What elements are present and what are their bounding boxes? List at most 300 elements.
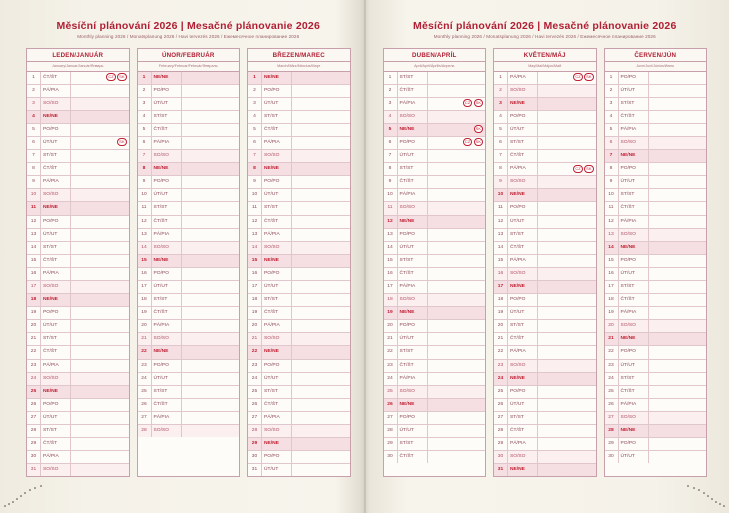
- day-note-field[interactable]: [649, 294, 707, 306]
- day-note-field[interactable]: [182, 242, 240, 254]
- day-name: ST/ST: [398, 72, 428, 84]
- day-note-field[interactable]: [428, 438, 486, 450]
- day-name: ST/ST: [508, 137, 538, 149]
- day-note-field[interactable]: [538, 242, 596, 254]
- day-note-field[interactable]: [428, 346, 486, 358]
- day-note-field[interactable]: [538, 346, 596, 358]
- day-note-field[interactable]: [71, 242, 129, 254]
- day-row: [384, 242, 486, 255]
- day-number: 23: [494, 360, 508, 372]
- day-note-field[interactable]: [538, 438, 596, 450]
- day-name: ČT/ŠT: [398, 360, 428, 372]
- day-row: [494, 412, 596, 425]
- day-note-field[interactable]: [182, 307, 240, 319]
- day-note-field[interactable]: [428, 281, 486, 293]
- day-note-field[interactable]: [649, 229, 707, 241]
- day-note-field[interactable]: [182, 98, 240, 110]
- day-note-field[interactable]: [538, 320, 596, 332]
- day-note-field[interactable]: [649, 85, 707, 97]
- day-note-field[interactable]: [71, 229, 129, 241]
- day-note-field[interactable]: [292, 202, 350, 214]
- month-name: ÚNOR/FEBRUÁR: [138, 49, 240, 62]
- day-name: PO/PO: [262, 360, 292, 372]
- day-note-field[interactable]: [292, 72, 350, 84]
- day-name: ČT/ŠT: [619, 386, 649, 398]
- day-name: NE/NE: [262, 438, 292, 450]
- day-note-field[interactable]: [71, 373, 129, 385]
- day-note-field[interactable]: [428, 307, 486, 319]
- day-row: [27, 176, 129, 189]
- day-note-field[interactable]: [292, 242, 350, 254]
- day-row: [27, 307, 129, 320]
- month-name-translations: February/Februar/Február/Февраль: [138, 62, 240, 72]
- day-note-field[interactable]: [428, 202, 486, 214]
- day-row: [605, 451, 707, 463]
- day-note-field[interactable]: [71, 255, 129, 267]
- day-name: PÁ/PIA: [508, 255, 538, 267]
- day-note-field[interactable]: [292, 189, 350, 201]
- day-row: [138, 307, 240, 320]
- day-row: [248, 72, 350, 85]
- day-note-field[interactable]: [292, 346, 350, 358]
- day-note-field[interactable]: [538, 163, 596, 175]
- day-row: [248, 438, 350, 451]
- day-note-field[interactable]: [428, 451, 486, 463]
- day-row: [605, 202, 707, 215]
- day-note-field[interactable]: [538, 464, 596, 476]
- day-row: [605, 294, 707, 307]
- day-number: 8: [605, 163, 619, 175]
- day-note-field[interactable]: [182, 255, 240, 267]
- day-row: [384, 412, 486, 425]
- day-row: [494, 189, 596, 202]
- day-note-field[interactable]: [538, 307, 596, 319]
- day-number: 23: [138, 360, 152, 372]
- day-note-field[interactable]: [538, 399, 596, 411]
- day-note-field[interactable]: [182, 346, 240, 358]
- day-note-field[interactable]: [292, 320, 350, 332]
- holiday-marks: [463, 138, 483, 146]
- day-number: 30: [605, 451, 619, 463]
- day-note-field[interactable]: [71, 216, 129, 228]
- day-row: [384, 451, 486, 463]
- day-note-field[interactable]: [428, 333, 486, 345]
- day-note-field[interactable]: [71, 294, 129, 306]
- day-note-field[interactable]: [538, 229, 596, 241]
- holiday-marks: [463, 99, 483, 107]
- day-name: PO/PO: [398, 229, 428, 241]
- day-row: [494, 255, 596, 268]
- day-row: [27, 399, 129, 412]
- day-note-field[interactable]: [292, 360, 350, 372]
- day-row: [248, 150, 350, 163]
- day-note-field[interactable]: [182, 72, 240, 84]
- day-note-field[interactable]: [428, 150, 486, 162]
- day-note-field[interactable]: [538, 255, 596, 267]
- day-note-field[interactable]: [649, 346, 707, 358]
- day-name: SO/SO: [398, 294, 428, 306]
- day-note-field[interactable]: [649, 255, 707, 267]
- day-number: 17: [605, 281, 619, 293]
- day-note-field[interactable]: [538, 268, 596, 280]
- day-note-field[interactable]: [71, 163, 129, 175]
- day-note-field[interactable]: [538, 360, 596, 372]
- day-note-field[interactable]: [71, 202, 129, 214]
- day-note-field[interactable]: [428, 425, 486, 437]
- day-number: 17: [384, 281, 398, 293]
- day-row: [138, 320, 240, 333]
- day-name: PÁ/PIA: [41, 85, 71, 97]
- day-note-field[interactable]: [182, 150, 240, 162]
- day-note-field[interactable]: [182, 412, 240, 424]
- day-note-field[interactable]: [182, 425, 240, 437]
- day-note-field[interactable]: [649, 412, 707, 424]
- day-name: PO/PO: [41, 399, 71, 411]
- day-note-field[interactable]: [292, 294, 350, 306]
- day-number: 26: [27, 399, 41, 411]
- day-name: ST/ST: [619, 373, 649, 385]
- page-title-left: Měsíční plánování 2026 | Mesačné plánovanie 2026: [56, 20, 320, 32]
- day-row: [138, 72, 240, 85]
- day-note-field[interactable]: [182, 202, 240, 214]
- day-note-field[interactable]: [538, 124, 596, 136]
- day-name: PO/PO: [262, 451, 292, 463]
- day-name: ČT/ŠT: [152, 399, 182, 411]
- day-note-field[interactable]: [182, 333, 240, 345]
- day-note-field[interactable]: [292, 438, 350, 450]
- day-number: 4: [248, 111, 262, 123]
- day-note-field[interactable]: [292, 85, 350, 97]
- day-note-field[interactable]: [292, 281, 350, 293]
- day-note-field[interactable]: [71, 176, 129, 188]
- day-number: 14: [27, 242, 41, 254]
- day-row: [494, 399, 596, 412]
- day-row: [248, 202, 350, 215]
- day-note-field[interactable]: [71, 451, 129, 463]
- day-row: [384, 137, 486, 150]
- day-number: 2: [605, 85, 619, 97]
- day-name: ÚT/UT: [619, 268, 649, 280]
- holiday-badge-cz-icon: CZ: [575, 74, 581, 79]
- day-note-field[interactable]: [182, 399, 240, 411]
- day-number: 9: [248, 176, 262, 188]
- day-note-field[interactable]: [182, 229, 240, 241]
- day-note-field[interactable]: [649, 216, 707, 228]
- day-note-field[interactable]: [292, 451, 350, 463]
- day-row: [27, 124, 129, 137]
- day-note-field[interactable]: [71, 281, 129, 293]
- day-note-field[interactable]: [538, 294, 596, 306]
- day-note-field[interactable]: [428, 229, 486, 241]
- day-note-field[interactable]: [182, 294, 240, 306]
- day-number: 8: [27, 163, 41, 175]
- day-note-field[interactable]: [428, 399, 486, 411]
- day-number: 18: [138, 294, 152, 306]
- day-row: [138, 360, 240, 373]
- day-note-field[interactable]: [182, 189, 240, 201]
- day-note-field[interactable]: [428, 268, 486, 280]
- day-row: [138, 111, 240, 124]
- day-note-field[interactable]: [71, 124, 129, 136]
- day-number: 20: [605, 320, 619, 332]
- day-note-field[interactable]: [538, 425, 596, 437]
- day-number: 1: [494, 72, 508, 84]
- day-note-field[interactable]: [428, 137, 486, 149]
- day-note-field[interactable]: [538, 189, 596, 201]
- holiday-badge-cz-icon: CZ: [464, 139, 471, 145]
- day-note-field[interactable]: [428, 360, 486, 372]
- day-note-field[interactable]: [182, 124, 240, 136]
- day-note-field[interactable]: [182, 163, 240, 175]
- day-note-field[interactable]: [292, 255, 350, 267]
- day-note-field[interactable]: [428, 255, 486, 267]
- day-note-field[interactable]: [428, 124, 486, 136]
- day-note-field[interactable]: [538, 176, 596, 188]
- day-note-field[interactable]: [649, 124, 707, 136]
- day-number: 27: [248, 412, 262, 424]
- day-note-field[interactable]: [182, 320, 240, 332]
- day-note-field[interactable]: [649, 320, 707, 332]
- day-name: ST/ST: [152, 386, 182, 398]
- day-note-field[interactable]: [538, 72, 596, 84]
- day-number: 15: [248, 255, 262, 267]
- day-note-field[interactable]: [71, 360, 129, 372]
- day-rows: [494, 72, 596, 477]
- day-name: SO/SO: [398, 111, 428, 123]
- day-row: [384, 425, 486, 438]
- day-note-field[interactable]: [292, 373, 350, 385]
- day-note-field[interactable]: [428, 412, 486, 424]
- day-note-field[interactable]: [71, 464, 129, 476]
- day-name: NE/NE: [41, 202, 71, 214]
- day-note-field[interactable]: [292, 98, 350, 110]
- day-note-field[interactable]: [649, 72, 707, 84]
- day-note-field[interactable]: [649, 425, 707, 437]
- day-number: 27: [384, 412, 398, 424]
- day-row: [27, 216, 129, 229]
- day-note-field[interactable]: [538, 386, 596, 398]
- day-note-field[interactable]: [292, 333, 350, 345]
- day-note-field[interactable]: [649, 242, 707, 254]
- day-note-field[interactable]: [649, 333, 707, 345]
- day-note-field[interactable]: [538, 202, 596, 214]
- day-name: ST/ST: [152, 111, 182, 123]
- month-block: [383, 48, 487, 477]
- day-name: ČT/ŠT: [41, 438, 71, 450]
- day-row: [138, 85, 240, 98]
- day-note-field[interactable]: [538, 333, 596, 345]
- day-note-field[interactable]: [649, 98, 707, 110]
- day-number: 12: [494, 216, 508, 228]
- day-note-field[interactable]: [71, 72, 129, 84]
- day-number: 25: [138, 386, 152, 398]
- day-row: [494, 150, 596, 163]
- day-note-field[interactable]: [292, 307, 350, 319]
- day-note-field[interactable]: [538, 216, 596, 228]
- day-row: [605, 281, 707, 294]
- day-name: ST/ST: [398, 346, 428, 358]
- day-note-field[interactable]: [428, 85, 486, 97]
- day-note-field[interactable]: [538, 281, 596, 293]
- day-note-field[interactable]: [649, 137, 707, 149]
- day-note-field[interactable]: [71, 268, 129, 280]
- day-row: [384, 189, 486, 202]
- day-note-field[interactable]: [292, 425, 350, 437]
- day-note-field[interactable]: [292, 111, 350, 123]
- day-note-field[interactable]: [649, 360, 707, 372]
- day-number: 15: [605, 255, 619, 267]
- day-row: [138, 202, 240, 215]
- day-number: 16: [138, 268, 152, 280]
- day-note-field[interactable]: [649, 386, 707, 398]
- day-note-field[interactable]: [428, 294, 486, 306]
- day-row: [605, 98, 707, 111]
- day-row: [384, 346, 486, 359]
- day-name: SO/SO: [41, 464, 71, 476]
- day-name: PÁ/PIA: [262, 137, 292, 149]
- day-note-field[interactable]: [428, 216, 486, 228]
- day-note-field[interactable]: [538, 111, 596, 123]
- day-note-field[interactable]: [292, 163, 350, 175]
- day-note-field[interactable]: [292, 124, 350, 136]
- day-note-field[interactable]: [182, 216, 240, 228]
- day-name: ÚT/UT: [152, 189, 182, 201]
- day-note-field[interactable]: [182, 176, 240, 188]
- day-note-field[interactable]: [649, 373, 707, 385]
- day-row: [27, 333, 129, 346]
- day-note-field[interactable]: [71, 98, 129, 110]
- day-note-field[interactable]: [649, 189, 707, 201]
- day-note-field[interactable]: [71, 425, 129, 437]
- day-note-field[interactable]: [71, 189, 129, 201]
- day-note-field[interactable]: [649, 163, 707, 175]
- day-note-field[interactable]: [292, 150, 350, 162]
- day-name: NE/NE: [41, 294, 71, 306]
- day-note-field[interactable]: [182, 386, 240, 398]
- day-note-field[interactable]: [182, 360, 240, 372]
- day-note-field[interactable]: [71, 307, 129, 319]
- day-note-field[interactable]: [71, 438, 129, 450]
- day-row: [27, 72, 129, 85]
- day-note-field[interactable]: [649, 268, 707, 280]
- day-number: 5: [605, 124, 619, 136]
- day-note-field[interactable]: [292, 268, 350, 280]
- day-row: [248, 137, 350, 150]
- day-name: ÚT/UT: [619, 360, 649, 372]
- day-name: ÚT/UT: [41, 137, 71, 149]
- day-note-field[interactable]: [292, 399, 350, 411]
- day-note-field[interactable]: [71, 333, 129, 345]
- day-note-field[interactable]: [428, 320, 486, 332]
- day-name: NE/NE: [508, 189, 538, 201]
- day-number: 2: [494, 85, 508, 97]
- day-note-field[interactable]: [71, 346, 129, 358]
- day-rows: [605, 72, 707, 464]
- day-note-field[interactable]: [649, 399, 707, 411]
- day-note-field[interactable]: [292, 386, 350, 398]
- day-note-field[interactable]: [428, 176, 486, 188]
- day-note-field[interactable]: [538, 373, 596, 385]
- day-number: 3: [248, 98, 262, 110]
- day-note-field[interactable]: [649, 176, 707, 188]
- day-note-field[interactable]: [71, 150, 129, 162]
- day-row: [494, 320, 596, 333]
- day-note-field[interactable]: [649, 111, 707, 123]
- day-note-field[interactable]: [428, 386, 486, 398]
- day-note-field[interactable]: [428, 373, 486, 385]
- day-note-field[interactable]: [182, 268, 240, 280]
- day-note-field[interactable]: [649, 150, 707, 162]
- day-note-field[interactable]: [428, 242, 486, 254]
- day-note-field[interactable]: [428, 111, 486, 123]
- day-number: 11: [384, 202, 398, 214]
- day-number: 4: [138, 111, 152, 123]
- day-note-field[interactable]: [538, 137, 596, 149]
- day-note-field[interactable]: [71, 386, 129, 398]
- day-note-field[interactable]: [292, 216, 350, 228]
- day-number: 14: [494, 242, 508, 254]
- day-note-field[interactable]: [71, 399, 129, 411]
- day-number: 19: [27, 307, 41, 319]
- day-note-field[interactable]: [538, 412, 596, 424]
- day-note-field[interactable]: [182, 281, 240, 293]
- day-note-field[interactable]: [292, 229, 350, 241]
- day-name: ÚT/UT: [508, 124, 538, 136]
- day-note-field[interactable]: [182, 85, 240, 97]
- day-note-field[interactable]: [182, 111, 240, 123]
- day-note-field[interactable]: [428, 163, 486, 175]
- day-note-field[interactable]: [292, 464, 350, 476]
- day-note-field[interactable]: [538, 98, 596, 110]
- day-note-field[interactable]: [649, 307, 707, 319]
- day-row: [138, 255, 240, 268]
- day-note-field[interactable]: [182, 137, 240, 149]
- day-note-field[interactable]: [71, 85, 129, 97]
- day-note-field[interactable]: [71, 137, 129, 149]
- day-name: PÁ/PIA: [619, 307, 649, 319]
- day-name: ÚT/UT: [41, 320, 71, 332]
- day-note-field[interactable]: [292, 412, 350, 424]
- day-number: 29: [248, 438, 262, 450]
- day-note-field[interactable]: [71, 111, 129, 123]
- day-note-field[interactable]: [292, 176, 350, 188]
- day-number: 16: [27, 268, 41, 280]
- day-row: [27, 386, 129, 399]
- day-number: 8: [384, 163, 398, 175]
- day-number: 13: [138, 229, 152, 241]
- day-note-field[interactable]: [649, 438, 707, 450]
- day-note-field[interactable]: [71, 320, 129, 332]
- day-note-field[interactable]: [182, 373, 240, 385]
- day-note-field[interactable]: [428, 189, 486, 201]
- day-name: ST/ST: [619, 189, 649, 201]
- day-note-field[interactable]: [649, 281, 707, 293]
- day-note-field[interactable]: [538, 451, 596, 463]
- day-number: 15: [384, 255, 398, 267]
- day-note-field[interactable]: [428, 98, 486, 110]
- day-note-field[interactable]: [292, 137, 350, 149]
- day-name: ČT/ŠT: [398, 176, 428, 188]
- day-number: 25: [248, 386, 262, 398]
- day-note-field[interactable]: [649, 451, 707, 463]
- day-note-field[interactable]: [428, 72, 486, 84]
- day-rows: [384, 72, 486, 464]
- day-note-field[interactable]: [649, 202, 707, 214]
- day-note-field[interactable]: [538, 150, 596, 162]
- day-note-field[interactable]: [538, 85, 596, 97]
- day-number: 22: [138, 346, 152, 358]
- day-note-field[interactable]: [71, 412, 129, 424]
